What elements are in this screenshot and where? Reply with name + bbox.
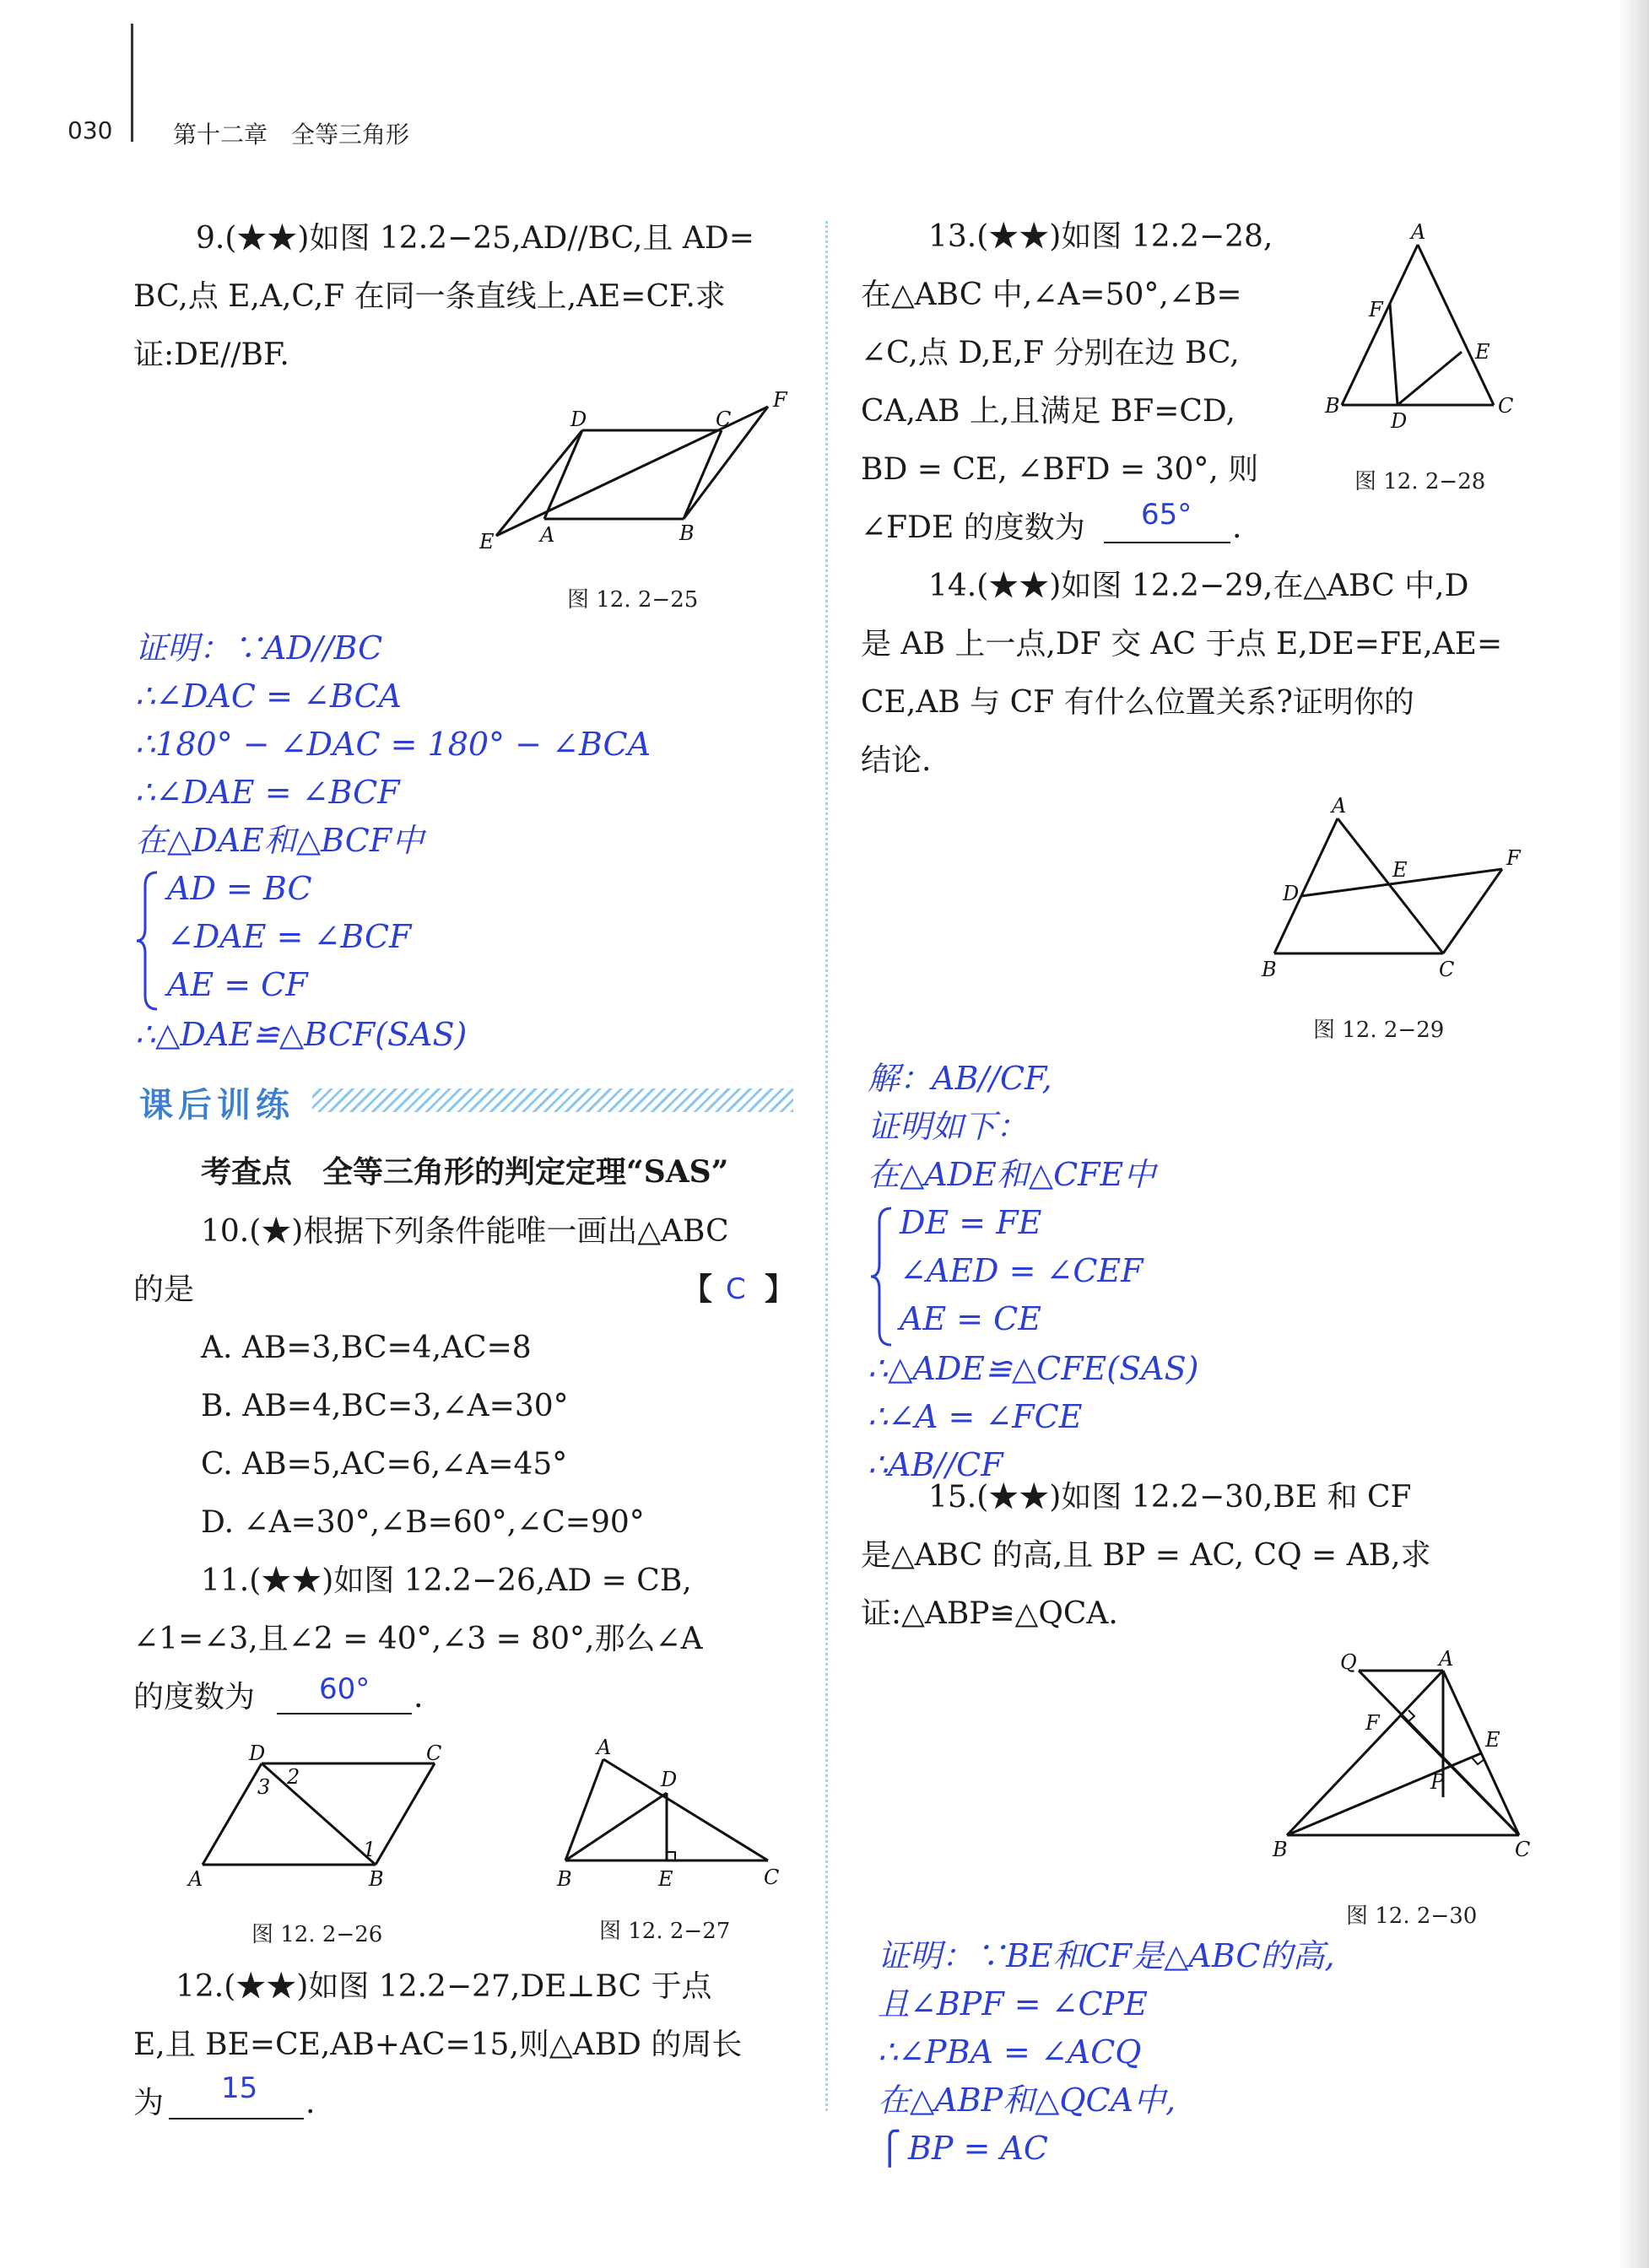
q14-system-1: DE = FE — [900, 1204, 1042, 1241]
fig30-label-c: C — [1515, 1838, 1531, 1861]
q10-bracket-open: 【 — [682, 1272, 713, 1307]
q14-tail-3: ∴AB//CF — [868, 1446, 1003, 1483]
q14-solution-2: 证明如下： — [868, 1108, 1029, 1145]
q9-caption: 图 12. 2−25 — [567, 587, 699, 613]
fig27-label-b: B — [557, 1867, 572, 1891]
q10-line-1: 10.(★)根据下列条件能唯一画出△ABC — [201, 1214, 729, 1249]
q9-proof-4: ∴∠DAE = ∠BCF — [135, 774, 400, 811]
q13-end: . — [1232, 510, 1242, 545]
q11-line-1: 11.(★★)如图 12.2−26,AD = CB, — [201, 1563, 692, 1598]
fig29-label-a: A — [1332, 794, 1347, 818]
q14-tail-2: ∴∠A = ∠FCE — [868, 1398, 1083, 1435]
q12-answer-blank — [169, 2118, 304, 2120]
fig26-label-d: D — [249, 1742, 266, 1765]
figure-12-2-27 — [553, 1734, 781, 1903]
q12-line-1: 12.(★★)如图 12.2−27,DE⊥BC 于点 — [176, 1969, 712, 2004]
q14-tail-1: ∴△ADE≌△CFE(SAS) — [868, 1350, 1199, 1387]
page-edge-shadow — [1619, 0, 1649, 2268]
page-number: 030 — [68, 116, 113, 144]
q9-conclusion: ∴△DAE≌△BCF(SAS) — [135, 1016, 468, 1053]
q9-proof-3: ∴180° − ∠DAC = 180° − ∠BCA — [135, 726, 651, 763]
q15-line-2: 是△ABC 的高,且 BP = AC, CQ = AB,求 — [861, 1538, 1431, 1573]
q13-answer: 65° — [1141, 498, 1192, 532]
fig30-label-e: E — [1485, 1728, 1500, 1752]
figure-12-2-30 — [1266, 1645, 1544, 1865]
q14-solution-3: 在△ADE和△CFE中 — [868, 1156, 1156, 1193]
q9-line-1: 9.(★★)如图 12.2−25,AD//BC,且 AD= — [196, 221, 754, 256]
fig26-label-b: B — [369, 1867, 384, 1891]
chapter-title: 第十二章 全等三角形 — [173, 121, 410, 148]
q13-answer-blank — [1104, 542, 1230, 543]
q11-answer: 60° — [319, 1672, 370, 1706]
fig27-label-c: C — [764, 1866, 780, 1889]
q14-line-1: 14.(★★)如图 12.2−29,在△ABC 中,D — [928, 569, 1469, 603]
q15-proof-1: 证明：∵BE和CF是△ABC的高, — [878, 1937, 1335, 1974]
q9-system-2: ∠DAE = ∠BCF — [167, 918, 412, 955]
q14-solution-1: 解：AB//CF, — [868, 1060, 1052, 1097]
figure-12-2-26 — [181, 1738, 451, 1907]
fig29-label-e: E — [1392, 858, 1408, 882]
figure-12-2-29 — [1241, 789, 1536, 983]
q9-system-brace — [135, 869, 160, 1012]
q9-system-3: AE = CF — [167, 966, 308, 1003]
fig29-label-b: B — [1262, 958, 1277, 981]
q14-system-brace — [869, 1205, 895, 1348]
fig25-label-e: E — [479, 530, 495, 554]
q9-proof-1: 证明：∵AD//BC — [135, 629, 383, 667]
fig25-label-f: F — [773, 388, 787, 412]
q15-caption: 图 12. 2−30 — [1346, 1904, 1478, 1929]
fig28-label-b: B — [1325, 394, 1340, 418]
q12-line-3: 为 — [133, 2086, 165, 2120]
q12-end: . — [305, 2086, 316, 2120]
fig27-label-e: E — [658, 1867, 673, 1891]
fig30-label-q: Q — [1340, 1650, 1357, 1674]
fig29-label-c: C — [1439, 958, 1455, 981]
q14-line-3: CE,AB 与 CF 有什么位置关系?证明你的 — [861, 685, 1414, 720]
q11-answer-blank — [277, 1713, 412, 1714]
fig27-caption: 图 12. 2−27 — [599, 1919, 731, 1944]
q10-option-d: D. ∠A=30°,∠B=60°,∠C=90° — [201, 1505, 645, 1540]
q10-option-c: C. AB=5,AC=6,∠A=45° — [201, 1447, 568, 1482]
q10-answer: C — [726, 1272, 746, 1306]
header-rule — [131, 24, 133, 142]
fig25-label-d: D — [570, 408, 587, 431]
fig28-label-c: C — [1498, 394, 1514, 418]
q14-line-4: 结论. — [861, 743, 932, 778]
fig25-label-a: A — [540, 523, 555, 547]
q9-line-2: BC,点 E,A,C,F 在同一条直线上,AE=CF.求 — [133, 279, 726, 314]
figure-12-2-25 — [473, 388, 802, 557]
q11-line-2: ∠1=∠3,且∠2 = 40°,∠3 = 80°,那么∠A — [133, 1622, 703, 1656]
section-title: 课后训练 — [139, 1086, 295, 1125]
section-subtitle: 考查点 全等三角形的判定定理“SAS” — [201, 1154, 729, 1190]
q13-line-6: ∠FDE 的度数为 — [861, 510, 1085, 545]
fig30-label-p: P — [1430, 1770, 1445, 1794]
q10-bracket-close: 】 — [765, 1272, 796, 1307]
q14-system-3: AE = CE — [900, 1300, 1041, 1337]
section-hatch — [312, 1088, 793, 1112]
q11-end: . — [414, 1680, 424, 1714]
q13-caption: 图 12. 2−28 — [1354, 469, 1486, 494]
q12-answer: 15 — [221, 2071, 258, 2105]
fig30-label-a: A — [1439, 1647, 1454, 1671]
q13-line-2: 在△ABC 中,∠A=50°,∠B= — [861, 278, 1242, 312]
q13-line-5: BD = CE, ∠BFD = 30°, 则 — [861, 452, 1259, 487]
fig28-label-e: E — [1475, 340, 1490, 364]
q9-proof-2: ∴∠DAC = ∠BCA — [135, 678, 402, 715]
fig27-label-a: A — [597, 1736, 612, 1759]
fig28-label-f: F — [1369, 298, 1383, 321]
q15-proof-2: 且∠BPF = ∠CPE — [878, 1985, 1148, 2022]
fig30-label-b: B — [1273, 1838, 1288, 1861]
fig26-angle-3: 3 — [257, 1775, 271, 1799]
q11-caption: 图 12. 2−26 — [251, 1922, 383, 1947]
q15-proof-4: 在△ABP和△QCA中, — [878, 2082, 1176, 2119]
q9-proof-5: 在△DAE和△BCF中 — [135, 822, 424, 859]
fig26-angle-1: 1 — [363, 1838, 376, 1861]
q14-line-2: 是 AB 上一点,DF 交 AC 于点 E,DE=FE,AE= — [861, 627, 1503, 662]
q12-line-2: E,且 BE=CE,AB+AC=15,则△ABD 的周长 — [133, 2028, 743, 2062]
q11-line-3: 的度数为 — [133, 1680, 256, 1714]
q15-proof-3: ∴∠PBA = ∠ACQ — [878, 2033, 1142, 2071]
q15-line-1: 15.(★★)如图 12.2−30,BE 和 CF — [928, 1480, 1412, 1515]
q10-option-b: B. AB=4,BC=3,∠A=30° — [201, 1389, 569, 1423]
fig26-label-c: C — [426, 1742, 442, 1765]
q13-line-3: ∠C,点 D,E,F 分别在边 BC, — [861, 336, 1240, 370]
q15-proof-5: BP = AC — [908, 2130, 1049, 2167]
figure-12-2-28 — [1316, 215, 1527, 435]
q13-line-1: 13.(★★)如图 12.2−28, — [928, 219, 1273, 254]
fig25-label-b: B — [679, 521, 695, 545]
fig27-label-d: D — [661, 1768, 678, 1791]
fig29-label-f: F — [1506, 846, 1521, 870]
column-divider — [825, 221, 828, 2111]
q13-line-4: CA,AB 上,且满足 BF=CD, — [861, 394, 1235, 429]
q15-line-3: 证:△ABP≌△QCA. — [861, 1596, 1118, 1631]
q9-line-3: 证:DE//BF. — [133, 338, 289, 372]
fig28-label-d: D — [1391, 409, 1408, 433]
q14-caption: 图 12. 2−29 — [1313, 1018, 1445, 1043]
fig26-angle-2: 2 — [287, 1765, 300, 1789]
q10-option-a: A. AB=3,BC=4,AC=8 — [201, 1331, 532, 1365]
fig29-label-d: D — [1283, 882, 1300, 905]
q14-system-2: ∠AED = ∠CEF — [900, 1252, 1143, 1289]
q15-brace-start: ⎧ — [878, 2130, 902, 2167]
q9-system-1: AD = BC — [167, 870, 312, 907]
q10-line-2: 的是 — [133, 1272, 195, 1307]
fig26-label-a: A — [188, 1867, 203, 1891]
fig28-label-a: A — [1411, 220, 1426, 244]
fig30-label-f: F — [1365, 1711, 1380, 1735]
fig25-label-c: C — [716, 408, 732, 431]
